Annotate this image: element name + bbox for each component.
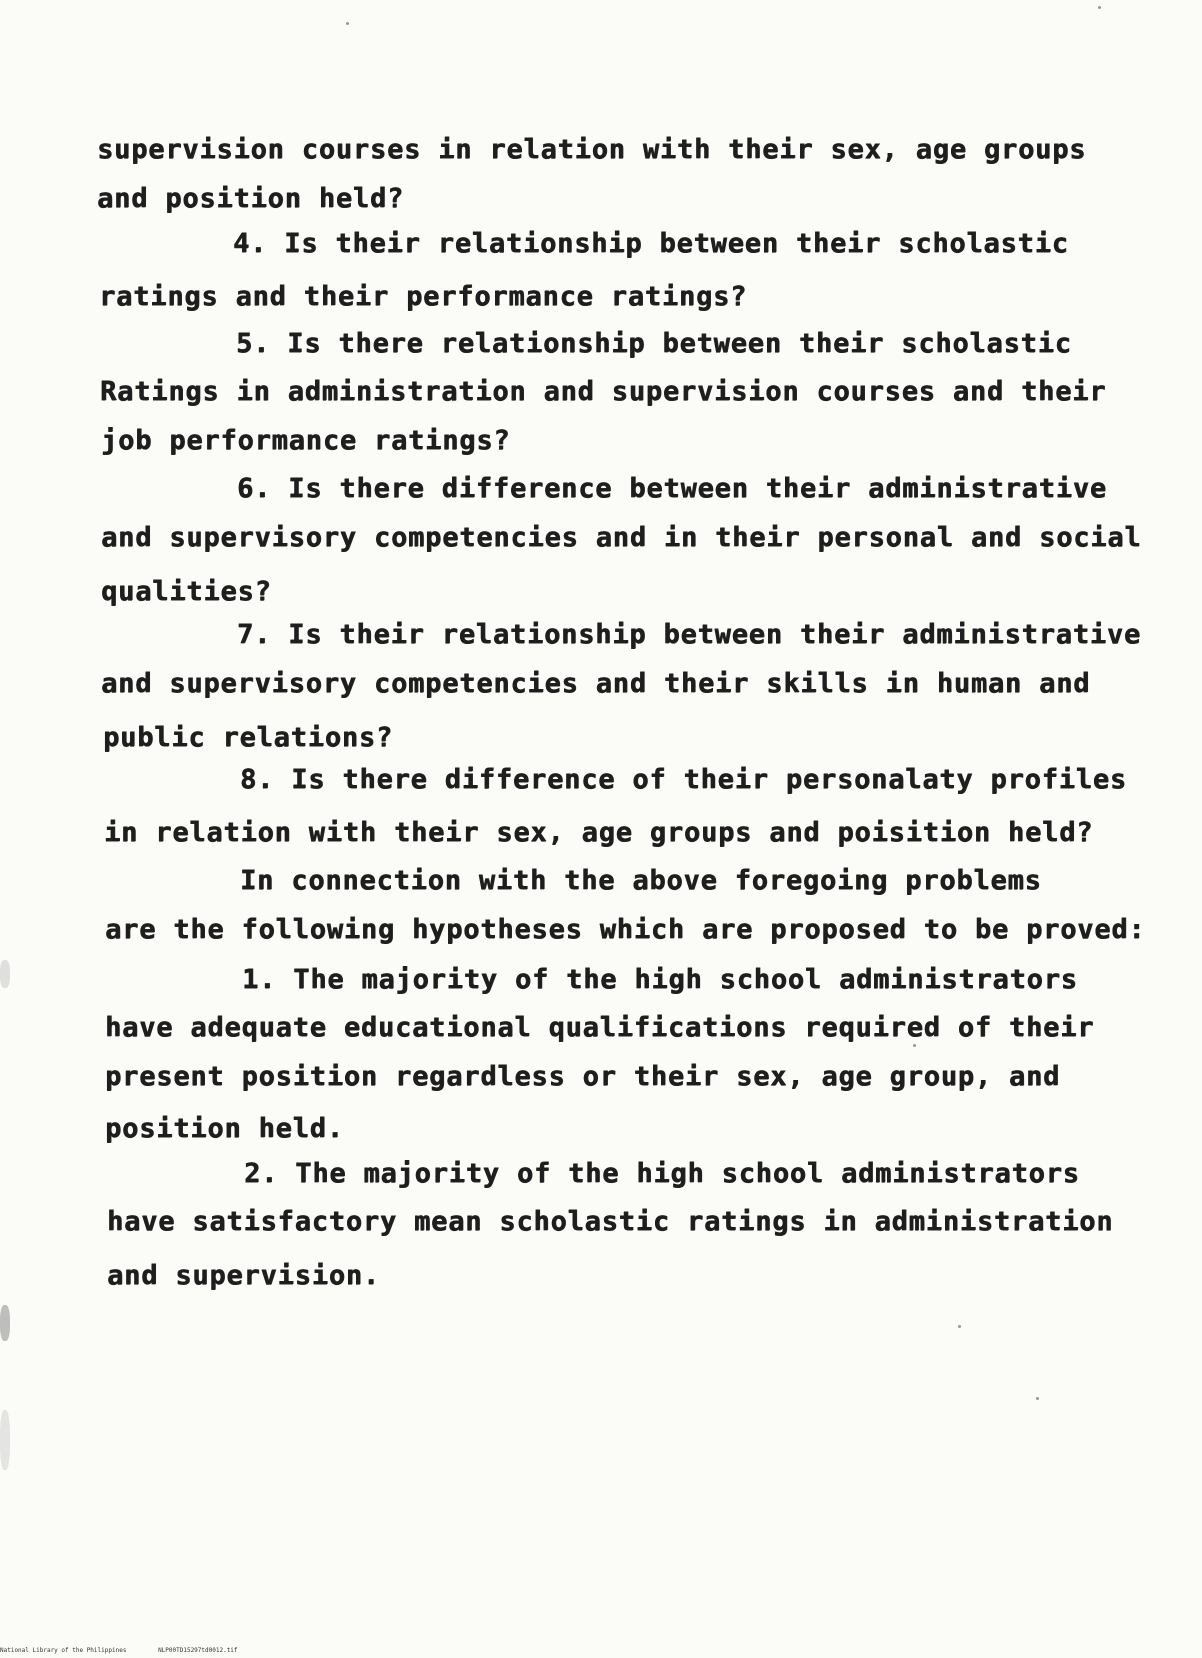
- text-line: public relations?: [103, 722, 393, 753]
- question-7: 7. Is their relationship between their administrative: [237, 619, 1141, 650]
- text-line: qualities?: [101, 576, 272, 607]
- text-line: job performance ratings?: [101, 425, 511, 456]
- text-line: have satisfactory mean scholastic ratings in administration: [107, 1206, 1114, 1237]
- text-line: present position regardless or their sex, age group, and: [105, 1061, 1061, 1092]
- scan-footer: [0, 1647, 266, 1654]
- text-line: and position held?: [97, 183, 404, 214]
- scan-edge-mark: [0, 1410, 10, 1470]
- question-6: 6. Is there difference between their administrative: [237, 473, 1107, 504]
- footer-library: National Library of the Philippines: [0, 1647, 127, 1654]
- question-8: 8. Is there difference of their personalaty profiles: [240, 764, 1127, 795]
- hypothesis-2: 2. The majority of the high school administrators: [244, 1158, 1080, 1189]
- text-line: are the following hypotheses which are proposed to be proved:: [105, 914, 1146, 945]
- footer-file: NLP00TD15297td0012.tif: [158, 1647, 238, 1654]
- scan-speck: [346, 22, 349, 25]
- scan-speck: [1036, 1397, 1039, 1400]
- text-line: and supervision.: [107, 1260, 380, 1291]
- scan-speck: [958, 1325, 961, 1328]
- hypothesis-1: 1. The majority of the high school administrators: [242, 964, 1078, 995]
- hypotheses-intro: In connection with the above foregoing problems: [240, 865, 1042, 896]
- text-line: Ratings in administration and supervision courses and their: [100, 376, 1107, 407]
- scan-speck: [1098, 6, 1101, 9]
- text-line: and supervisory competencies and in their personal and social: [101, 522, 1142, 553]
- text-line: have adequate educational qualifications required of their: [105, 1012, 1095, 1043]
- question-5: 5. Is there relationship between their scholastic: [236, 328, 1072, 359]
- text-line: in relation with their sex, age groups and poisition held?: [104, 817, 1094, 848]
- text-line: ratings and their performance ratings?: [99, 281, 748, 312]
- scan-edge-mark: [0, 960, 10, 988]
- scan-edge-mark: [0, 1305, 10, 1341]
- text-line: and supervisory competencies and their skills in human and: [101, 668, 1091, 699]
- text-line: position held.: [105, 1113, 344, 1144]
- scan-speck: [913, 1044, 916, 1047]
- question-4: 4. Is their relationship between their scholastic: [233, 228, 1069, 259]
- text-line: supervision courses in relation with their sex, age groups: [97, 134, 1087, 165]
